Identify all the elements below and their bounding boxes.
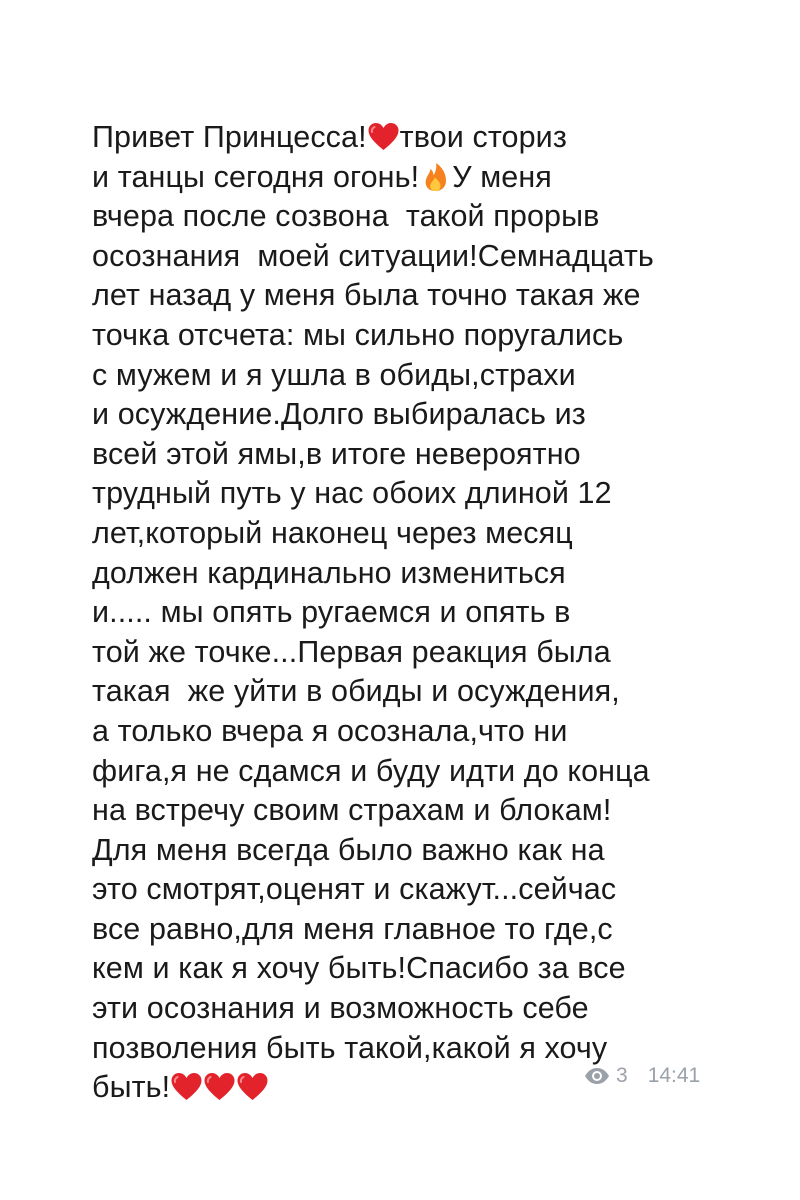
red-heart-icon bbox=[236, 1072, 269, 1102]
message-line: Для меня всегда было важно как на bbox=[92, 832, 605, 867]
message-line: и осуждение.Долго выбиралась из bbox=[92, 397, 586, 432]
message-line: эти осознания и возможность себе bbox=[92, 991, 589, 1026]
message-line: все равно,для меня главное то где,с bbox=[92, 911, 613, 946]
message-bubble bbox=[92, 118, 732, 1108]
message-line: а только вчера я осознала,что ни bbox=[92, 713, 568, 748]
eye-icon bbox=[584, 1067, 610, 1085]
message-line: и..... мы опять ругаемся и опять в bbox=[92, 595, 571, 630]
message-line: точка отсчета: мы сильно поругались bbox=[92, 317, 624, 352]
message-line: должен кардинально измениться bbox=[92, 555, 566, 590]
message-line: лет,который наконец через месяц bbox=[92, 515, 573, 550]
message-line: всей этой ямы,в итоге невероятно bbox=[92, 436, 581, 471]
message-line: такая же уйти в обиды и осуждения, bbox=[92, 674, 620, 709]
message-line: фига,я не сдамся и буду идти до конца bbox=[92, 753, 650, 788]
message-line: вчера после созвона такой прорыв bbox=[92, 199, 600, 234]
message-line: лет назад у меня была точно такая же bbox=[92, 278, 641, 313]
view-count: 3 bbox=[616, 1064, 628, 1087]
message-line: Привет Принцесса! твои сториз bbox=[92, 120, 567, 154]
message-line: той же точке...Первая реакция была bbox=[92, 634, 611, 669]
message-time: 14:41 bbox=[647, 1064, 701, 1087]
message-line: кем и как я хочу быть!Спасибо за все bbox=[92, 951, 626, 986]
message-line: это смотрят,оценят и скажут...сейчас bbox=[92, 872, 617, 907]
message-line: осознания моей ситуации!Семнадцать bbox=[92, 238, 654, 273]
message-line: позволения быть такой,какой я хочу bbox=[92, 1030, 608, 1065]
red-heart-icon bbox=[170, 1072, 203, 1102]
red-heart-icon bbox=[367, 122, 400, 152]
message-line: быть! bbox=[92, 1068, 732, 1108]
message-meta bbox=[584, 1064, 700, 1088]
message-line: с мужем и я ушла в обиды,страхи bbox=[92, 357, 576, 392]
message-line: на встречу своим страхам и блокам! bbox=[92, 793, 612, 828]
fire-icon bbox=[419, 162, 452, 192]
message-line: и танцы сегодня огонь! У меня bbox=[92, 159, 552, 194]
message-line: трудный путь у нас обоих длиной 12 bbox=[92, 476, 612, 511]
red-heart-icon bbox=[203, 1072, 236, 1102]
